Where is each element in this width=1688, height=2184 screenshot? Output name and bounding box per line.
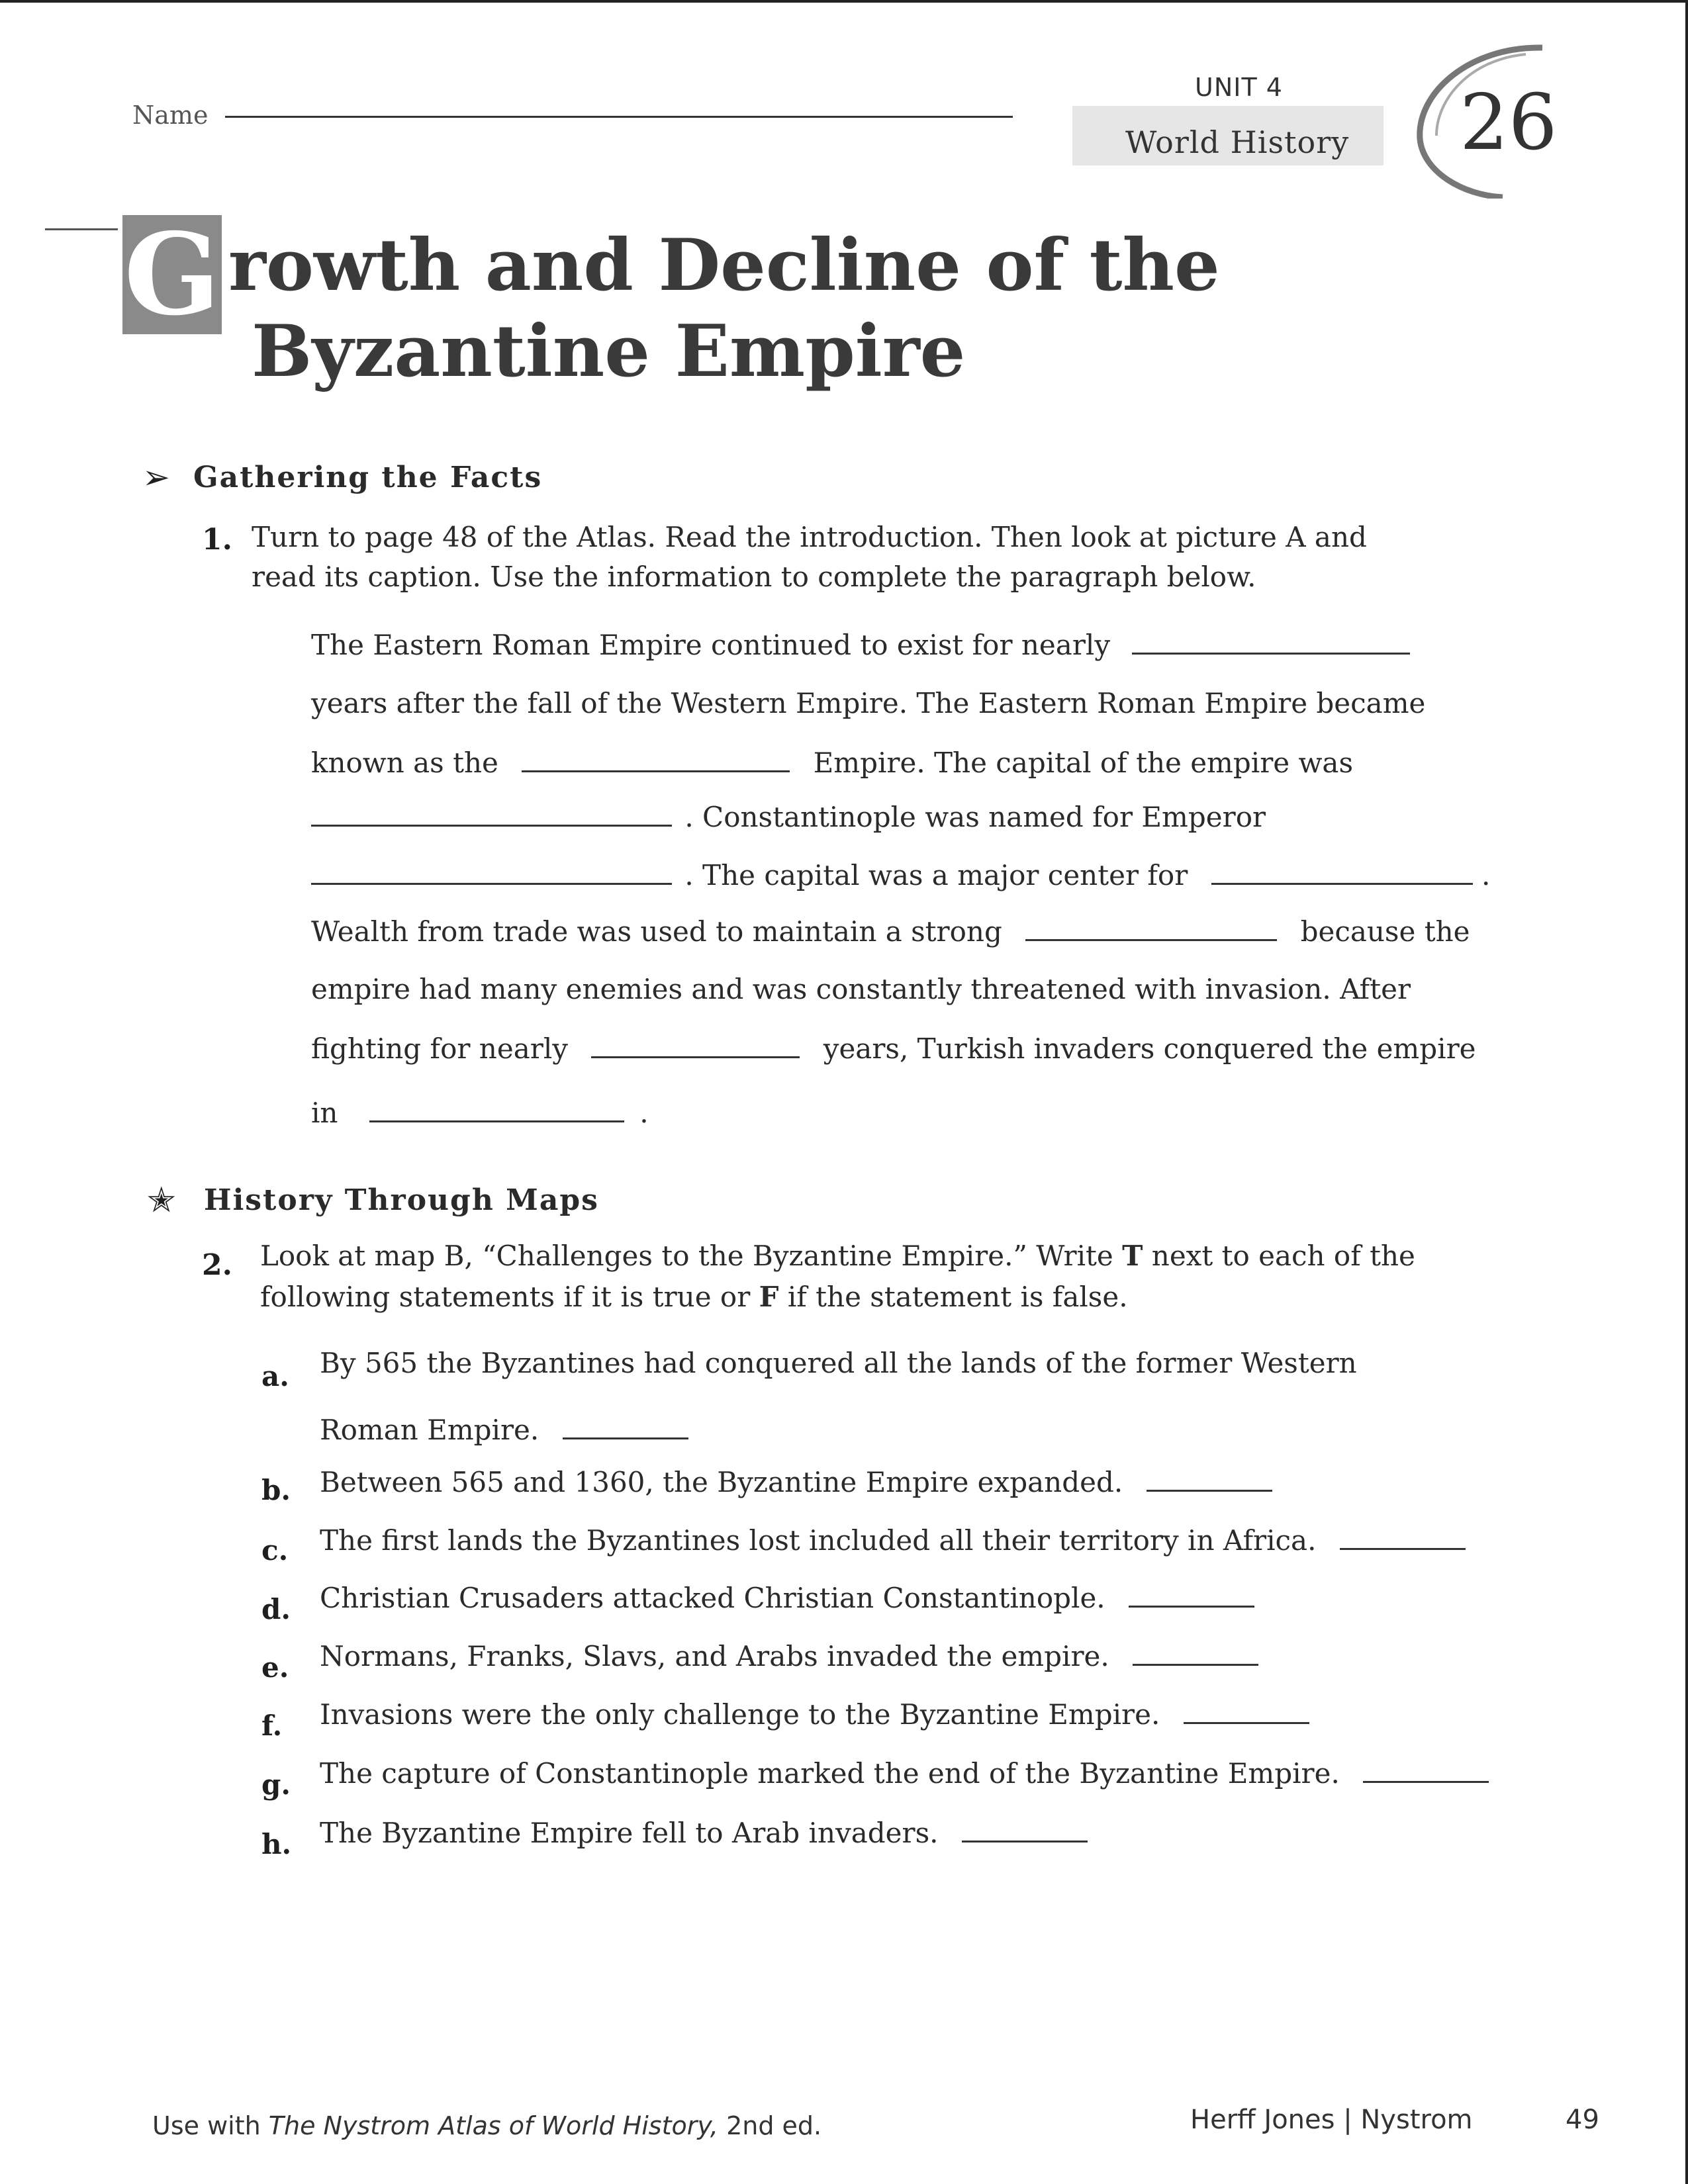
item-letter: f. xyxy=(261,1709,283,1742)
answer-blank[interactable] xyxy=(1340,1547,1466,1550)
list-item xyxy=(320,1466,1272,1498)
paragraph-text: because the xyxy=(1300,915,1470,948)
paragraph-text: . The capital was a major center for xyxy=(684,859,1188,891)
unit-subtitle: World History xyxy=(1125,124,1350,160)
section-heading-maps: History Through Maps xyxy=(204,1183,599,1217)
arrow-bullet-icon: ➢ xyxy=(142,458,170,496)
question-2-line1 xyxy=(260,1235,1415,1277)
paragraph-line-5 xyxy=(311,859,1490,891)
list-item xyxy=(320,1817,1088,1849)
name-label: Name xyxy=(132,101,209,130)
false-marker: F xyxy=(759,1281,779,1313)
answer-blank[interactable] xyxy=(1133,1663,1258,1666)
list-item xyxy=(320,1640,1258,1672)
footer-text: Use with xyxy=(152,2111,261,2140)
item-text: The capture of Constantinople marked the end of the Byzantine Empire. xyxy=(320,1757,1340,1790)
list-item xyxy=(320,1582,1254,1614)
answer-blank[interactable] xyxy=(563,1437,688,1439)
paragraph-text: Wealth from trade was used to maintain a strong xyxy=(311,915,1002,948)
item-text: Roman Empire. xyxy=(320,1414,539,1446)
answer-blank[interactable] xyxy=(1184,1721,1309,1724)
item-letter: g. xyxy=(261,1768,291,1801)
item-text: Between 565 and 1360, the Byzantine Empire expanded. xyxy=(320,1466,1123,1498)
paragraph-text: . Constantinople was named for Emperor xyxy=(684,801,1266,833)
true-marker: T xyxy=(1122,1240,1143,1272)
answer-blank[interactable] xyxy=(1211,882,1473,885)
page-number: 49 xyxy=(1566,2105,1599,2135)
paragraph-text: fighting for nearly xyxy=(311,1032,568,1065)
footer-atlas-reference xyxy=(152,2111,821,2140)
unit-label: UNIT 4 xyxy=(1195,73,1283,102)
answer-blank[interactable] xyxy=(311,882,672,885)
item-text: Invasions were the only challenge to the Byzantine Empire. xyxy=(320,1698,1160,1731)
item-text: Christian Crusaders attacked Christian Constantinople. xyxy=(320,1582,1105,1614)
item-text: The Byzantine Empire fell to Arab invaders. xyxy=(320,1817,939,1849)
paragraph-line-9 xyxy=(311,1097,649,1129)
paragraph-line-1 xyxy=(311,629,1410,661)
paragraph-text: known as the xyxy=(311,747,498,779)
item-letter: e. xyxy=(261,1651,289,1684)
item-letter: c. xyxy=(261,1534,289,1567)
paragraph-text: The Eastern Roman Empire continued to exist for nearly xyxy=(311,629,1111,661)
paragraph-line-8 xyxy=(311,1032,1476,1065)
paragraph-text: Empire. The capital of the empire was xyxy=(813,747,1354,779)
title-drop-cap: G xyxy=(122,215,222,334)
activity-number: 26 xyxy=(1460,78,1558,167)
item-letter: d. xyxy=(261,1593,291,1625)
item-letter: b. xyxy=(261,1474,291,1506)
footer-text: 2nd ed. xyxy=(726,2111,822,2140)
page-title-line2: Byzantine Empire xyxy=(252,310,966,393)
question-text: next to each of the xyxy=(1151,1240,1415,1272)
question-text: Look at map B, “Challenges to the Byzantine Empire.” Write xyxy=(260,1240,1113,1272)
paragraph-line-2: years after the fall of the Western Empire. The Eastern Roman Empire became xyxy=(311,687,1426,719)
list-item xyxy=(320,1524,1466,1557)
item-text: The first lands the Byzantines lost included all their territory in Africa. xyxy=(320,1524,1317,1557)
answer-blank[interactable] xyxy=(1147,1489,1272,1492)
question-number-1: 1. xyxy=(202,523,232,557)
answer-blank[interactable] xyxy=(962,1840,1088,1843)
name-input-line[interactable] xyxy=(225,116,1013,118)
answer-blank[interactable] xyxy=(369,1120,624,1122)
item-text: Normans, Franks, Slavs, and Arabs invaded the empire. xyxy=(320,1640,1109,1672)
answer-blank[interactable] xyxy=(1129,1605,1254,1608)
paragraph-line-6 xyxy=(311,915,1470,948)
paragraph-text: in xyxy=(311,1097,338,1129)
list-item xyxy=(320,1757,1489,1790)
answer-blank[interactable] xyxy=(1025,938,1277,941)
paragraph-text: years, Turkish invaders conquered the empire xyxy=(823,1032,1476,1065)
item-letter: a. xyxy=(261,1360,289,1392)
question-text: if the statement is false. xyxy=(787,1281,1128,1313)
paragraph-line-7: empire had many enemies and was constantly threatened with invasion. After xyxy=(311,973,1411,1005)
item-letter: h. xyxy=(261,1828,292,1860)
paragraph-line-4 xyxy=(311,801,1266,833)
answer-blank[interactable] xyxy=(522,770,790,772)
answer-blank[interactable] xyxy=(1132,652,1410,655)
question-1-line1: Turn to page 48 of the Atlas. Read the introduction. Then look at picture A and xyxy=(252,521,1367,553)
atlas-title: The Nystrom Atlas of World History, xyxy=(268,2111,718,2140)
paragraph-text: . xyxy=(639,1097,649,1129)
answer-blank[interactable] xyxy=(1363,1780,1489,1783)
section-heading-gathering: Gathering the Facts xyxy=(193,461,543,494)
question-1-line2: read its caption. Use the information to complete the paragraph below. xyxy=(252,561,1256,593)
title-dash-decoration xyxy=(45,228,118,230)
list-item xyxy=(320,1698,1309,1731)
question-text: following statements if it is true or xyxy=(260,1281,751,1313)
answer-blank[interactable] xyxy=(311,824,672,827)
answer-blank[interactable] xyxy=(591,1056,800,1058)
question-number-2: 2. xyxy=(202,1248,232,1282)
paragraph-text: . xyxy=(1481,859,1491,891)
question-2-line2 xyxy=(260,1276,1128,1318)
item-text: By 565 the Byzantines had conquered all the lands of the former Western xyxy=(320,1347,1357,1379)
footer-publisher: Herff Jones | Nystrom xyxy=(1190,2105,1473,2135)
page-title-line1: rowth and Decline of the xyxy=(228,224,1220,307)
paragraph-line-3 xyxy=(311,747,1353,779)
star-bullet-icon: ✭ xyxy=(147,1181,176,1220)
item-text-continued xyxy=(320,1414,688,1446)
